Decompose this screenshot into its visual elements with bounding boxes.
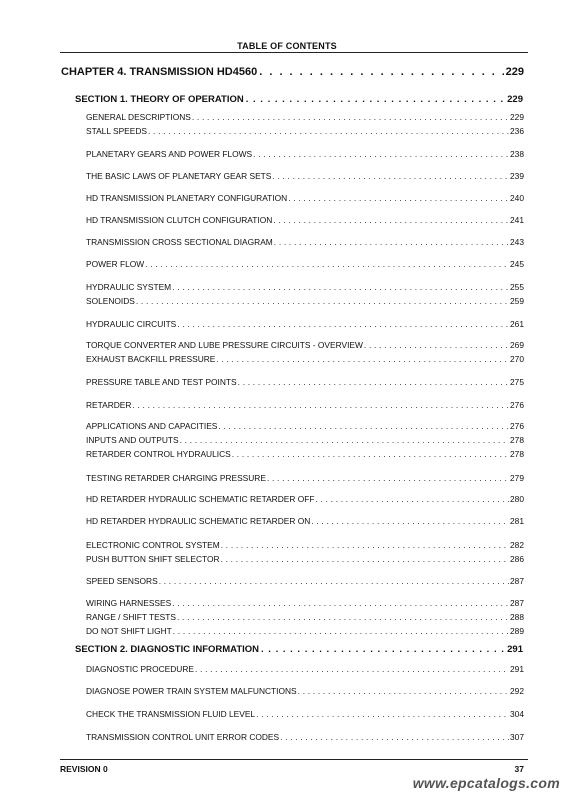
top-rule: [60, 52, 528, 53]
toc-entry[interactable]: [86, 709, 524, 719]
entry-title: APPLICATIONS AND CAPACITIES: [86, 421, 218, 431]
entry-page: 287: [510, 576, 524, 586]
entry-page: 278: [510, 449, 524, 459]
entry-title: DIAGNOSE POWER TRAIN SYSTEM MALFUNCTIONS: [86, 686, 297, 696]
dot-leader: [274, 237, 509, 247]
entry-page: 259: [510, 296, 524, 306]
entry-title: TESTING RETARDER CHARGING PRESSURE: [86, 473, 266, 483]
toc-entry[interactable]: [86, 193, 524, 203]
dot-leader: [221, 554, 509, 564]
dot-leader: [272, 171, 509, 181]
watermark-text: www.epcatalogs.com: [412, 775, 560, 791]
dot-leader: [238, 377, 509, 387]
dot-leader: [259, 66, 503, 78]
entry-title: THE BASIC LAWS OF PLANETARY GEAR SETS: [86, 171, 272, 181]
toc-entry[interactable]: [86, 540, 524, 550]
section-page: 229: [507, 94, 523, 105]
dot-leader: [195, 664, 509, 674]
entry-title: DO NOT SHIFT LIGHT: [86, 626, 172, 636]
dot-leader: [173, 626, 509, 636]
entry-page: 275: [510, 377, 524, 387]
dot-leader: [192, 112, 509, 122]
toc-entry[interactable]: [86, 215, 524, 225]
entry-page: 307: [510, 732, 524, 742]
entry-title: SOLENOIDS: [86, 296, 135, 306]
toc-entry[interactable]: [86, 612, 524, 622]
entry-title: POWER FLOW: [86, 259, 145, 269]
toc-entry[interactable]: [86, 494, 524, 504]
entry-title: PRESSURE TABLE AND TEST POINTS: [86, 377, 237, 387]
entry-title: WIRING HARNESSES: [86, 598, 172, 608]
entry-title: SPEED SENSORS: [86, 576, 158, 586]
toc-entry[interactable]: [86, 449, 524, 459]
entry-page: 280: [510, 494, 524, 504]
entry-page: 240: [510, 193, 524, 203]
entry-title: HD TRANSMISSION PLANETARY CONFIGURATION: [86, 193, 288, 203]
entry-title: EXHAUST BACKFILL PRESSURE: [86, 354, 216, 364]
entry-page: 286: [510, 554, 524, 564]
toc-entry[interactable]: [86, 171, 524, 181]
entry-title: RETARDER: [86, 400, 132, 410]
dot-leader: [267, 473, 509, 483]
toc-entry[interactable]: [86, 282, 524, 292]
dot-leader: [221, 540, 509, 550]
dot-leader: [177, 612, 509, 622]
dot-leader: [256, 709, 509, 719]
entry-page: 288: [510, 612, 524, 622]
entry-page: 239: [510, 171, 524, 181]
toc-entry[interactable]: [86, 149, 524, 159]
toc-entry[interactable]: [86, 732, 524, 742]
toc-section[interactable]: [75, 644, 523, 655]
dot-leader: [364, 340, 509, 350]
entry-page: 279: [510, 473, 524, 483]
entry-page: 255: [510, 282, 524, 292]
entry-title: TORQUE CONVERTER AND LUBE PRESSURE CIRCUITS - OVERVIEW: [86, 340, 363, 350]
dot-leader: [298, 686, 509, 696]
entry-page: 289: [510, 626, 524, 636]
toc-entry[interactable]: [86, 435, 524, 445]
entry-page: 292: [510, 686, 524, 696]
toc-entry[interactable]: [86, 664, 524, 674]
entry-title: PLANETARY GEARS AND POWER FLOWS: [86, 149, 253, 159]
entry-page: 282: [510, 540, 524, 550]
dot-leader: [261, 644, 505, 655]
entry-title: TRANSMISSION CROSS SECTIONAL DIAGRAM: [86, 237, 273, 247]
chapter-page: 229: [505, 66, 524, 78]
entry-title: STALL SPEEDS: [86, 126, 147, 136]
entry-title: HD RETARDER HYDRAULIC SCHEMATIC RETARDER ON: [86, 516, 311, 526]
toc-entry[interactable]: [86, 112, 524, 122]
dot-leader: [172, 598, 509, 608]
entry-title: TRANSMISSION CONTROL UNIT ERROR CODES: [86, 732, 280, 742]
toc-entry[interactable]: [86, 259, 524, 269]
entry-page: 276: [510, 400, 524, 410]
toc-entry[interactable]: [86, 516, 524, 526]
entry-title: DIAGNOSTIC PROCEDURE: [86, 664, 194, 674]
toc-entry[interactable]: [86, 576, 524, 586]
toc-entry[interactable]: [86, 354, 524, 364]
toc-entry[interactable]: [86, 400, 524, 410]
toc-chapter[interactable]: [61, 66, 524, 78]
dot-leader: [148, 126, 509, 136]
entry-page: 243: [510, 237, 524, 247]
dot-leader: [311, 516, 509, 526]
dot-leader: [288, 193, 509, 203]
dot-leader: [145, 259, 509, 269]
section-title: SECTION 2. DIAGNOSTIC INFORMATION: [75, 644, 260, 655]
toc-entry[interactable]: [86, 237, 524, 247]
entry-page: 238: [510, 149, 524, 159]
dot-leader: [136, 296, 509, 306]
toc-entry[interactable]: [86, 319, 524, 329]
entry-page: 269: [510, 340, 524, 350]
entry-title: HD TRANSMISSION CLUTCH CONFIGURATION: [86, 215, 273, 225]
dot-leader: [177, 319, 509, 329]
dot-leader: [315, 494, 509, 504]
section-title: SECTION 1. THEORY OF OPERATION: [75, 94, 244, 105]
dot-leader: [232, 449, 509, 459]
entry-title: HYDRAULIC CIRCUITS: [86, 319, 177, 329]
dot-leader: [218, 421, 509, 431]
toc-entry[interactable]: [86, 296, 524, 306]
entry-page: 287: [510, 598, 524, 608]
section-page: 291: [507, 644, 523, 655]
toc-entry[interactable]: [86, 598, 524, 608]
dot-leader: [273, 215, 509, 225]
dot-leader: [280, 732, 509, 742]
dot-leader: [253, 149, 509, 159]
dot-leader: [246, 94, 505, 105]
entry-title: CHECK THE TRANSMISSION FLUID LEVEL: [86, 709, 256, 719]
entry-page: 261: [510, 319, 524, 329]
dot-leader: [180, 435, 509, 445]
toc-entry[interactable]: [86, 626, 524, 636]
toc-entry[interactable]: [86, 421, 524, 431]
page-number: 37: [514, 764, 524, 774]
entry-title: INPUTS AND OUTPUTS: [86, 435, 179, 445]
entry-page: 236: [510, 126, 524, 136]
entry-page: 276: [510, 421, 524, 431]
revision-label: REVISION 0: [60, 764, 108, 774]
entry-page: 304: [510, 709, 524, 719]
bottom-rule: [60, 759, 528, 760]
dot-leader: [216, 354, 509, 364]
toc-entry[interactable]: [86, 554, 524, 564]
dot-leader: [132, 400, 509, 410]
entry-page: 278: [510, 435, 524, 445]
entry-title: RETARDER CONTROL HYDRAULICS: [86, 449, 231, 459]
entry-title: HYDRAULIC SYSTEM: [86, 282, 172, 292]
toc-section[interactable]: [75, 94, 523, 105]
entry-title: HD RETARDER HYDRAULIC SCHEMATIC RETARDER OFF: [86, 494, 315, 504]
entry-page: 270: [510, 354, 524, 364]
toc-entry[interactable]: [86, 377, 524, 387]
dot-leader: [159, 576, 509, 586]
chapter-title: CHAPTER 4. TRANSMISSION HD4560: [61, 66, 258, 78]
entry-page: 291: [510, 664, 524, 674]
entry-page: 281: [510, 516, 524, 526]
entry-page: 241: [510, 215, 524, 225]
entry-title: PUSH BUTTON SHIFT SELECTOR: [86, 554, 220, 564]
entry-title: ELECTRONIC CONTROL SYSTEM: [86, 540, 220, 550]
toc-entry[interactable]: [86, 126, 524, 136]
entry-page: 245: [510, 259, 524, 269]
toc-entry[interactable]: [86, 473, 524, 483]
dot-leader: [172, 282, 509, 292]
toc-entry[interactable]: [86, 340, 524, 350]
entry-title: RANGE / SHIFT TESTS: [86, 612, 176, 622]
page-title: TABLE OF CONTENTS: [237, 41, 337, 51]
entry-title: GENERAL DESCRIPTIONS: [86, 112, 191, 122]
toc-entry[interactable]: [86, 686, 524, 696]
entry-page: 229: [510, 112, 524, 122]
